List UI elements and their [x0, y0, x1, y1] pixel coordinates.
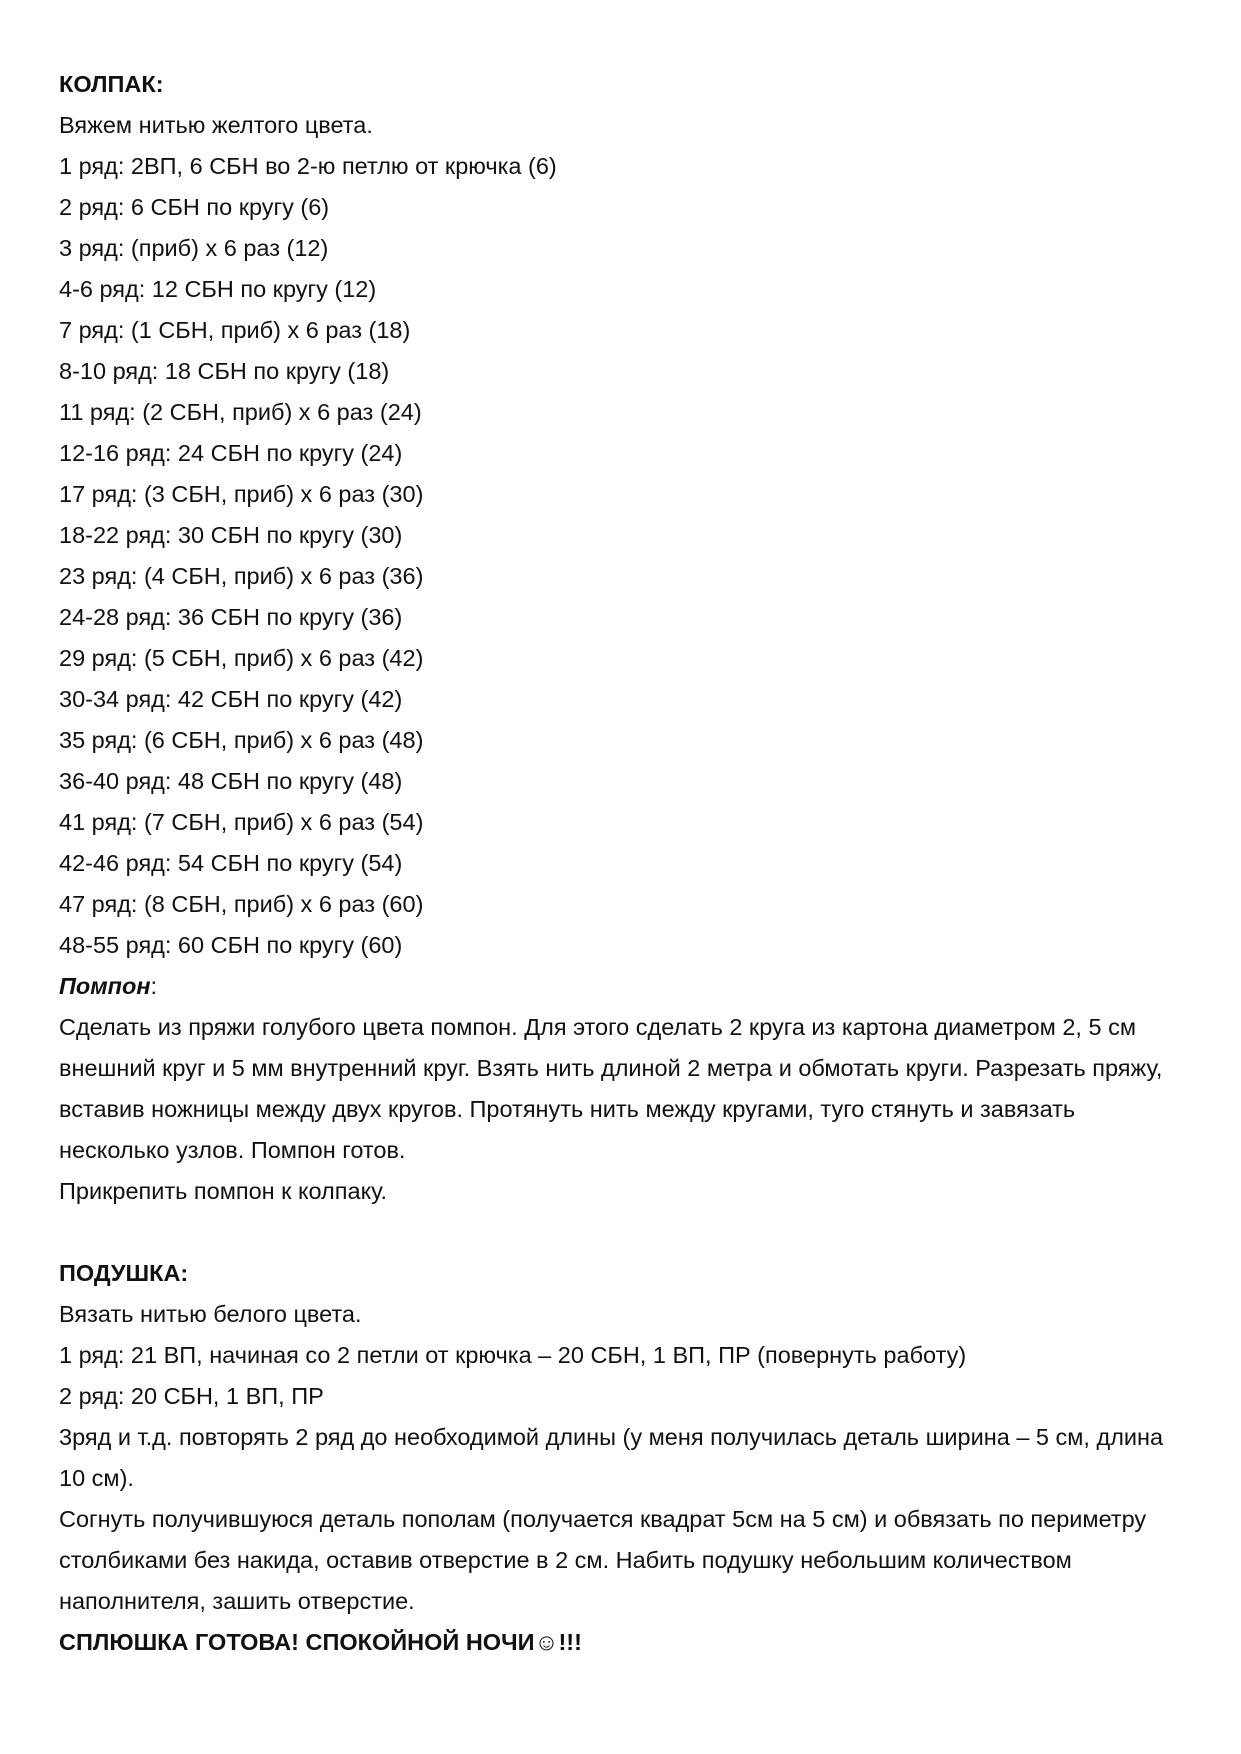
- hat-row: 2 ряд: 6 СБН по кругу (6): [59, 194, 330, 220]
- pillow-row: 2 ряд: 20 СБН, 1 ВП, ПР: [59, 1383, 324, 1409]
- hat-row: 8-10 ряд: 18 СБН по кругу (18): [59, 358, 390, 384]
- pompom-attach: Прикрепить помпон к колпаку.: [59, 1178, 388, 1204]
- hat-row: 48-55 ряд: 60 СБН по кругу (60): [59, 932, 403, 958]
- pillow-finish: Согнуть получившуюся деталь пополам (получается квадрат 5см на 5 см) и обвязать по периметру столбиками без накида, оставив отверстие в 2 см. Набить подушку небольшим количеством наполнителя, зашить отверстие.: [59, 1506, 1147, 1614]
- hat-row: 17 ряд: (3 СБН, приб) х 6 раз (30): [59, 481, 424, 507]
- hat-row: 4-6 ряд: 12 СБН по кругу (12): [59, 276, 377, 302]
- section-spacer: [59, 1212, 1189, 1253]
- hat-row: 7 ряд: (1 СБН, приб) х 6 раз (18): [59, 317, 411, 343]
- pillow-heading: ПОДУШКА:: [59, 1260, 189, 1286]
- hat-intro: Вяжем нитью желтого цвета.: [59, 112, 373, 138]
- hat-row: 29 ряд: (5 СБН, приб) х 6 раз (42): [59, 645, 424, 671]
- pompom-heading-colon: :: [150, 973, 158, 999]
- pillow-row: 3ряд и т.д. повторять 2 ряд до необходимой длины (у меня получилась деталь ширина – 5 см, длина 10 см).: [59, 1424, 1164, 1491]
- pompom-heading-line: [59, 966, 1189, 1007]
- hat-row: 47 ряд: (8 СБН, приб) х 6 раз (60): [59, 891, 424, 917]
- hat-row: 30-34 ряд: 42 СБН по кругу (42): [59, 686, 403, 712]
- hat-heading: КОЛПАК:: [59, 71, 164, 97]
- hat-row: 12-16 ряд: 24 СБН по кругу (24): [59, 440, 403, 466]
- pillow-intro: Вязать нитью белого цвета.: [59, 1301, 362, 1327]
- closing-line: СПЛЮШКА ГОТОВА! СПОКОЙНОЙ НОЧИ☺!!!: [59, 1629, 582, 1655]
- pillow-row: 1 ряд: 21 ВП, начиная со 2 петли от крючка – 20 СБН, 1 ВП, ПР (повернуть работу): [59, 1342, 967, 1368]
- hat-row: 36-40 ряд: 48 СБН по кругу (48): [59, 768, 403, 794]
- hat-row: 3 ряд: (приб) х 6 раз (12): [59, 235, 329, 261]
- hat-row: 24-28 ряд: 36 СБН по кругу (36): [59, 604, 403, 630]
- hat-row: 1 ряд: 2ВП, 6 СБН во 2-ю петлю от крючка (6): [59, 153, 557, 179]
- hat-row: 18-22 ряд: 30 СБН по кругу (30): [59, 522, 403, 548]
- hat-row: 35 ряд: (6 СБН, приб) х 6 раз (48): [59, 727, 424, 753]
- hat-row: 11 ряд: (2 СБН, приб) х 6 раз (24): [59, 399, 422, 425]
- hat-row: 41 ряд: (7 СБН, приб) х 6 раз (54): [59, 809, 424, 835]
- hat-row: 23 ряд: (4 СБН, приб) х 6 раз (36): [59, 563, 424, 589]
- hat-row: 42-46 ряд: 54 СБН по кругу (54): [59, 850, 403, 876]
- pompom-heading: Помпон: [59, 973, 151, 999]
- document-page: [59, 64, 1189, 1663]
- pompom-instructions: Сделать из пряжи голубого цвета помпон. Для этого сделать 2 круга из картона диаметром 2, 5 см внешний круг и 5 мм внутренний круг. Взять нить длиной 2 метра и обмотать круги. Разрезать пряжу, вставив ножницы между двух кругов. Протянуть нить между кругами, туго стянуть и завязать несколько узлов. Помпон готов.: [59, 1014, 1163, 1163]
